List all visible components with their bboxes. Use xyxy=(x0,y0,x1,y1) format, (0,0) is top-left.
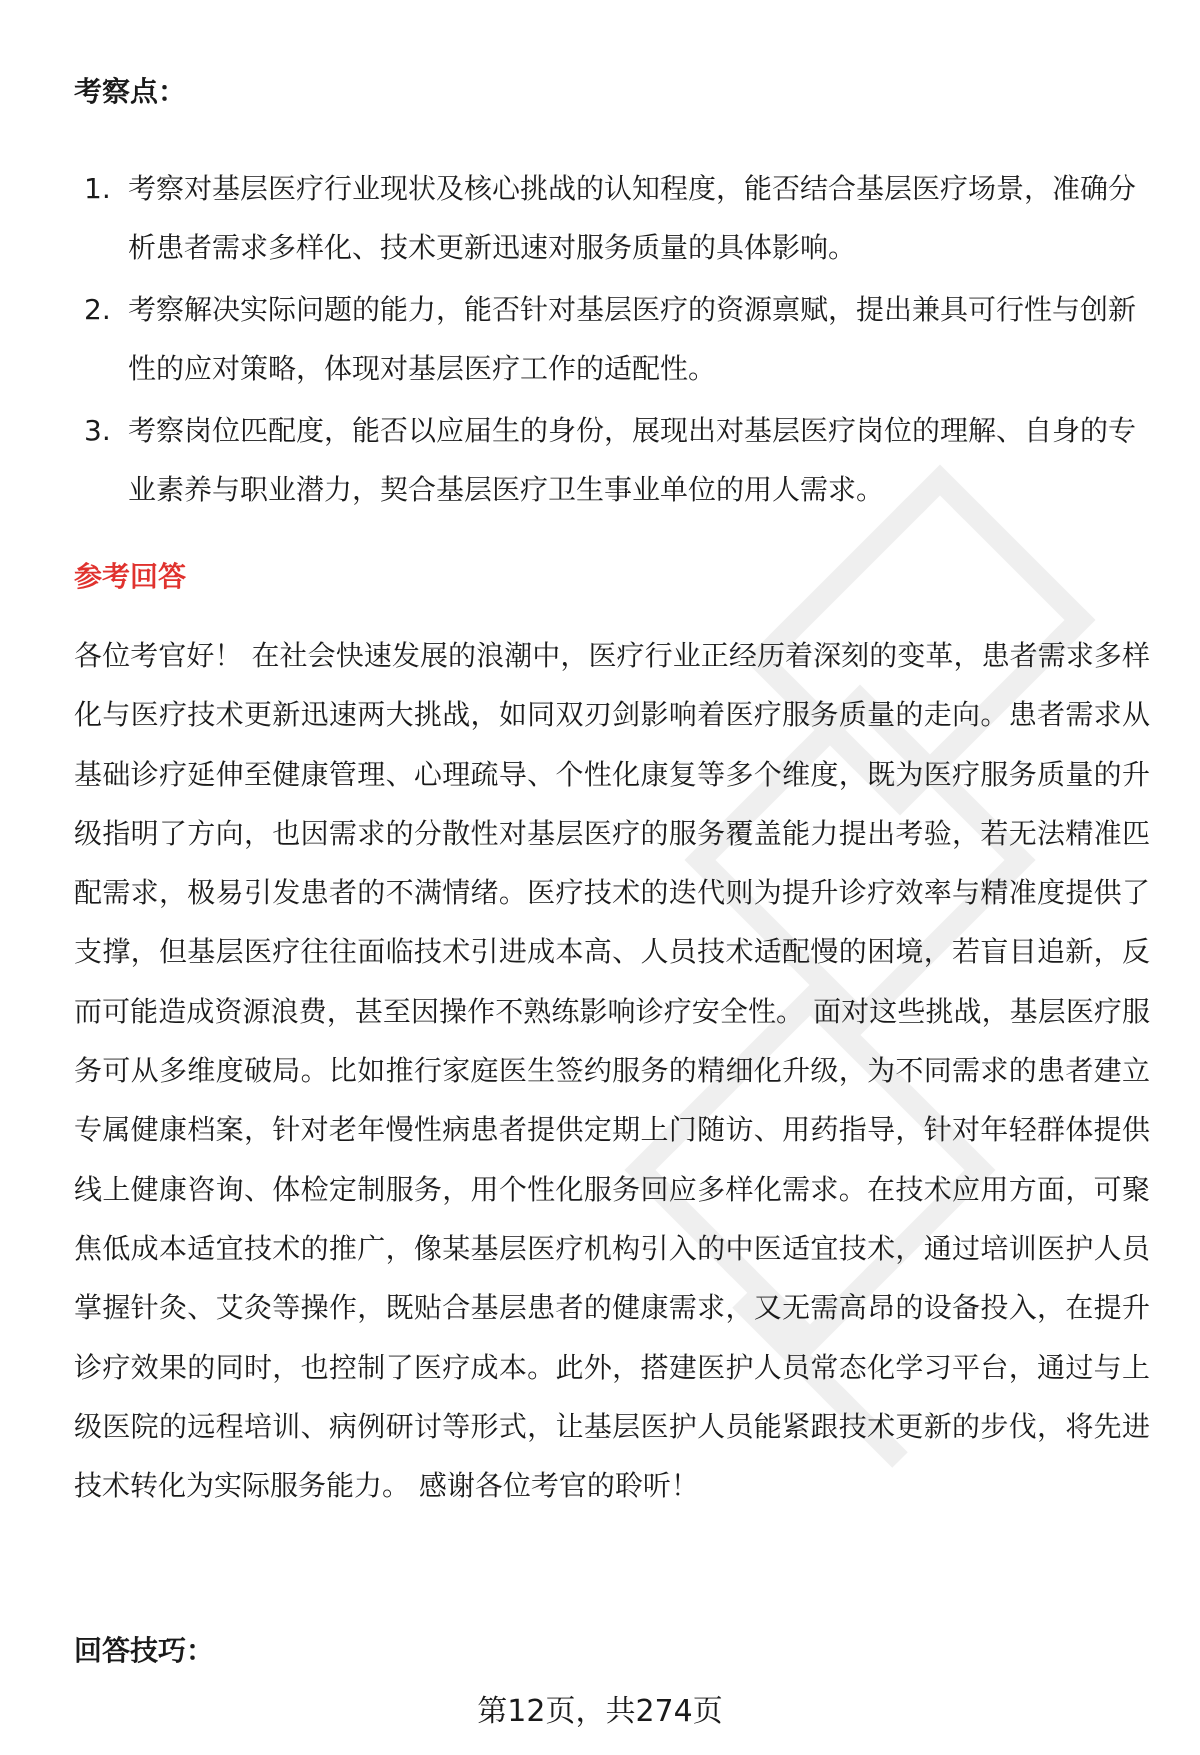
reference-answer-body: 各位考官好！ 在社会快速发展的浪潮中，医疗行业正经历着深刻的变革，患者需求多样化与医疗技术更新迅速两大挑战，如同双刃剑影响着医疗服务质量的走向。患者需求从基础诊疗延伸至健康管理、心理疏导、个性化康复等多个维度，既为医疗服务质量的升级指明了方向，也因需求的分散性对基层医疗的服务覆盖能力提出考验，若无法精准匹配需求，极易引发患者的不满情绪。医疗技术的迭代则为提升诊疗效率与精准度提供了支撑，但基层医疗往往面临技术引进成本高、人员技术适配慢的困境，若盲目追新，反而可能造成资源浪费，甚至因操作不熟练影响诊疗安全性。 面对这些挑战，基层医疗服务可从多维度破局。比如推行家庭医生签约服务的精细化升级，为不同需求的患者建立专属健康档案，针对老年慢性病患者提供定期上门随访、用药指导，针对年轻群体提供线上健康咨询、体检定制服务，用个性化服务回应多样化需求。在技术应用方面，可聚焦低成本适宜技术的推广，像某基层医疗机构引入的中医适宜技术，通过培训医护人员掌握针灸、艾灸等操作，既贴合基层患者的健康需求，又无需高昂的设备投入，在提升诊疗效果的同时，也控制了医疗成本。此外，搭建医护人员常态化学习平台，通过与上级医院的远程培训、病例研讨等形式，让基层医护人员能紧跟技术更新的步伐，将先进技术转化为实际服务能力。 感谢各位考官的聆听！ xyxy=(74,639,1150,1503)
list-item-text: 考察岗位匹配度，能否以应届生的身份，展现出对基层医疗岗位的理解、自身的专业素养与职业潜力，契合基层医疗卫生事业单位的用人需求。 xyxy=(128,414,1137,506)
list-item xyxy=(74,280,1144,398)
list-item-number: 3. xyxy=(84,414,111,447)
reference-answer-heading: 参考回答 xyxy=(74,560,187,593)
list-item-text: 考察解决实际问题的能力，能否针对基层医疗的资源禀赋，提出兼具可行性与创新性的应对策略，体现对基层医疗工作的适配性。 xyxy=(128,293,1137,385)
list-item xyxy=(74,159,1144,277)
exam-points-list xyxy=(74,159,1144,522)
list-item-number: 2. xyxy=(84,293,111,326)
answer-tips-heading: 回答技巧： xyxy=(74,1634,215,1667)
exam-points-heading: 考察点： xyxy=(74,75,187,108)
list-item-text: 考察对基层医疗行业现状及核心挑战的认知程度，能否结合基层医疗场景，准确分析患者需求多样化、技术更新迅速对服务质量的具体影响。 xyxy=(128,172,1137,264)
list-item xyxy=(74,401,1144,519)
page-number: 第12页，共274页 xyxy=(477,1694,723,1729)
list-item-number: 1. xyxy=(84,172,111,205)
